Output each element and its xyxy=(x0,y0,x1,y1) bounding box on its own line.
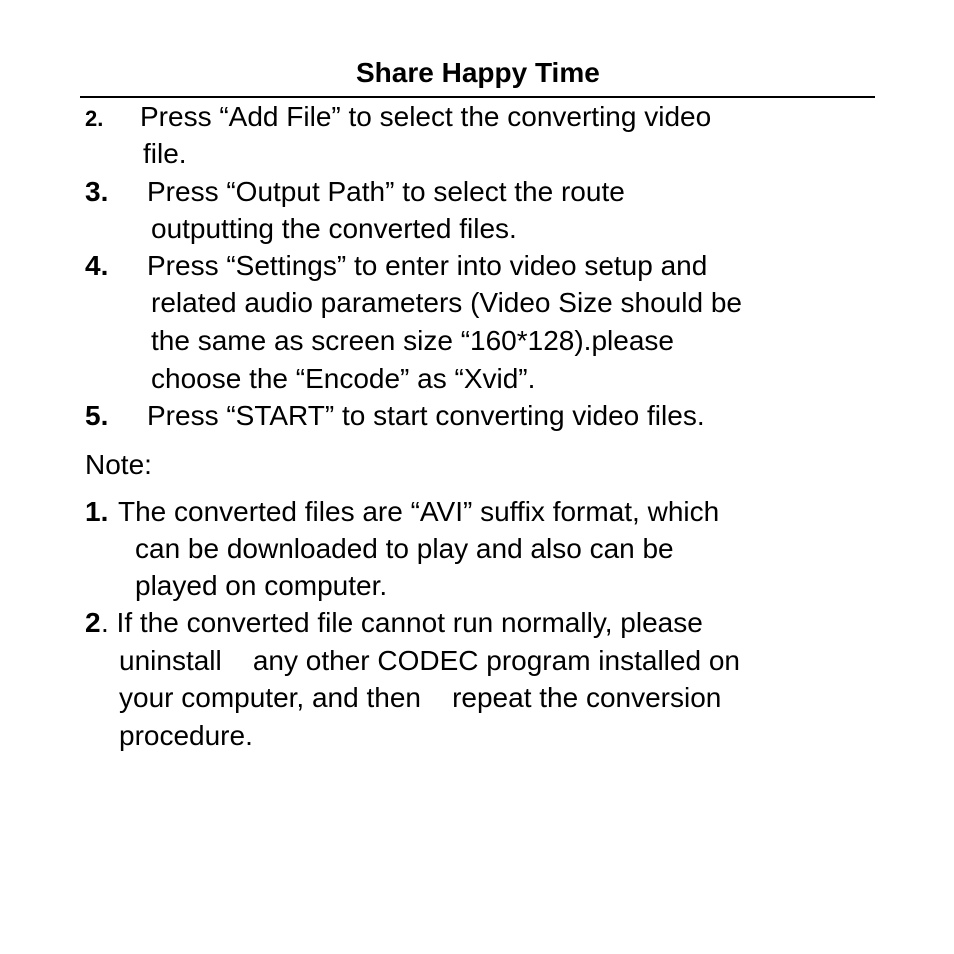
note-text-line: uninstall any other CODEC program installed on xyxy=(119,645,740,676)
note-text-line: played on computer. xyxy=(135,570,388,601)
step-text-line: Press “Settings” to enter into video setup and xyxy=(147,250,708,281)
step-text-line: related audio parameters (Video Size should be xyxy=(151,287,742,318)
note-item-number: 2 xyxy=(85,607,101,638)
step-text-line: outputting the converted files. xyxy=(151,213,517,244)
step-text-line: choose the “Encode” as “Xvid”. xyxy=(151,363,536,394)
step-text-line: Press “START” to start converting video files. xyxy=(147,400,705,431)
header-divider xyxy=(80,96,875,98)
step-text-line: the same as screen size “160*128).please xyxy=(151,325,674,356)
step-number: 5. xyxy=(85,400,109,431)
note-label: Note: xyxy=(85,449,152,480)
step-number: 2. xyxy=(85,106,104,131)
note-text-line: your computer, and then repeat the conversion xyxy=(119,682,722,713)
note-item-number: 1. xyxy=(85,496,109,527)
step-text-line: file. xyxy=(143,138,187,169)
note-text-line: . If the converted file cannot run normally, please xyxy=(101,607,703,638)
note-text-line: procedure. xyxy=(119,720,253,751)
step-number: 4. xyxy=(85,250,109,281)
page-header-title: Share Happy Time xyxy=(356,57,600,88)
note-text-line: The converted files are “AVI” suffix format, which xyxy=(118,496,720,527)
step-text-line: Press “Add File” to select the converting video xyxy=(140,101,712,132)
note-text-line: can be downloaded to play and also can be xyxy=(135,533,674,564)
step-text-line: Press “Output Path” to select the route xyxy=(147,176,625,207)
step-number: 3. xyxy=(85,176,109,207)
